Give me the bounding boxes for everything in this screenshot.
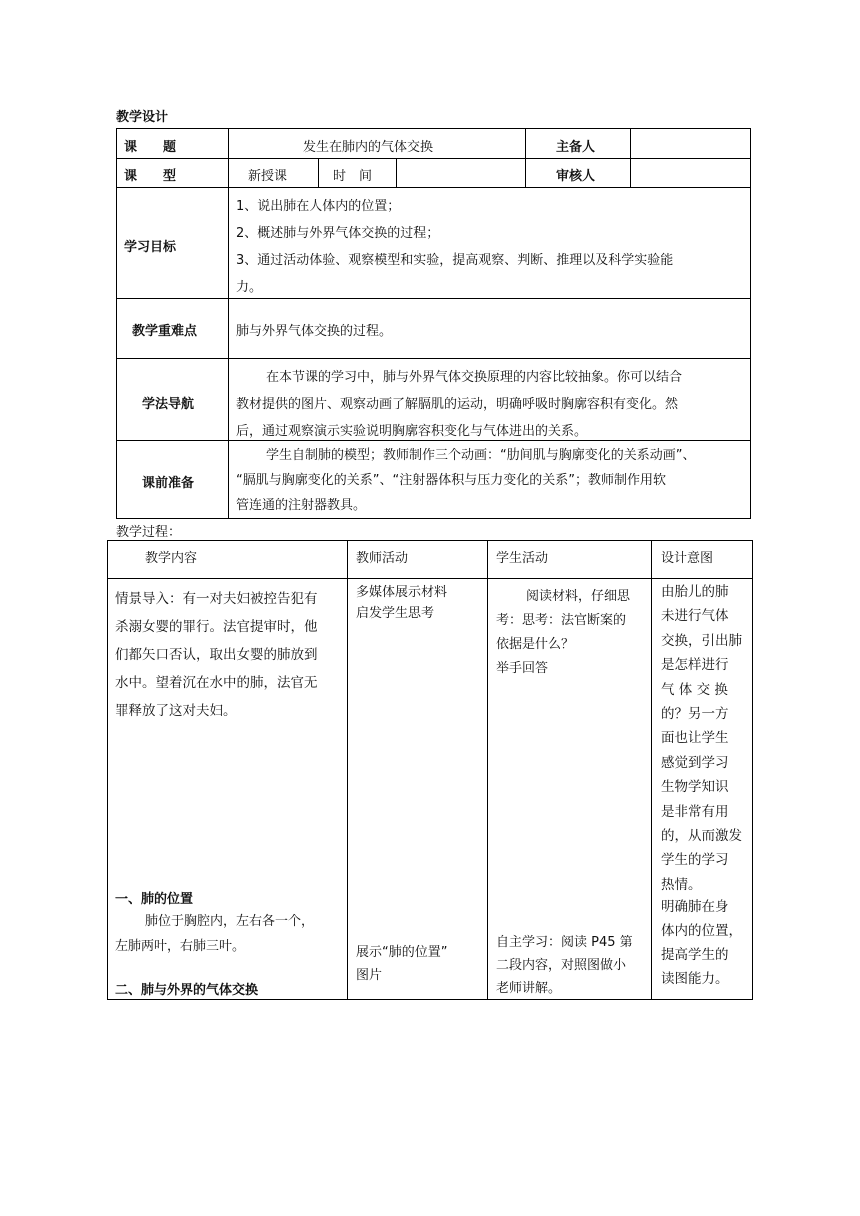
student-line: 二段内容，对照图做小 xyxy=(496,958,627,973)
student-line: 考：思考：法官断案的 xyxy=(496,613,627,628)
intent-line: 读图能力。 xyxy=(661,971,729,987)
intent-line: 面也让学生 xyxy=(661,730,729,747)
teacher-line: 启发学生思考 xyxy=(356,606,435,621)
section-gas-exchange-title: 二、肺与外界的气体交换 xyxy=(115,983,259,998)
preparation-text xyxy=(236,443,695,518)
label-method: 学法导航 xyxy=(142,397,195,412)
intent-line: 是怎样进行 xyxy=(661,657,729,674)
intent-line: 学生的学习 xyxy=(661,852,729,869)
lesson-type: 新授课 xyxy=(248,169,288,184)
intro-line: 杀溺女婴的罪行。法官提审时，他 xyxy=(115,619,318,635)
student-line: 老师讲解。 xyxy=(496,981,562,996)
label-preparer: 主备人 xyxy=(556,140,596,155)
teacher-line: 展示“肺的位置” xyxy=(356,945,448,960)
intent-line: 未进行气体 xyxy=(661,608,729,625)
method-text xyxy=(236,364,682,445)
intent-line: 的？另一方 xyxy=(661,706,729,723)
label-preparation: 课前准备 xyxy=(142,476,195,491)
body-line: 左肺两叶，右肺三叶。 xyxy=(115,939,246,954)
intent-line: 气 体 交 换 xyxy=(661,681,728,698)
intro-text xyxy=(115,585,343,725)
teacher-activity-b xyxy=(356,941,447,987)
intent-line: 感觉到学习 xyxy=(661,754,729,771)
label-topic: 课 题 xyxy=(124,140,177,155)
body-line: 肺位于胸腔内，左右各一个， xyxy=(145,914,315,929)
teacher-activity-a xyxy=(356,582,447,624)
intent-line: 的，从而激发 xyxy=(661,828,742,845)
intro-line: 情景导入：有一对夫妇被控告犯有 xyxy=(115,591,318,607)
intent-line: 是非常有用 xyxy=(661,803,729,820)
label-goals: 学习目标 xyxy=(124,240,177,255)
goals-list xyxy=(236,193,673,301)
intro-line: 罪释放了这对夫妇。 xyxy=(115,703,237,719)
col-header-intent: 设计意图 xyxy=(661,551,714,566)
intent-line: 明确肺在身 xyxy=(661,899,729,915)
method-line: 教材提供的图片、观察动画了解膈肌的运动，明确呼吸时胸廓容积有变化。然 xyxy=(236,397,679,412)
page-heading: 教学设计 xyxy=(116,110,169,125)
intro-line: 水中。望着沉在水中的肺，法官无 xyxy=(115,675,318,691)
student-line: 依据是什么？ xyxy=(496,637,575,652)
intro-line: 们都矢口否认，取出女婴的肺放到 xyxy=(115,647,318,663)
prep-line: 管连通的注射器教具。 xyxy=(236,498,367,513)
student-line: 阅读材料，仔细思 xyxy=(526,589,631,604)
goal-item: 2、概述肺与外界气体交换的过程； xyxy=(236,226,440,241)
label-type: 课 型 xyxy=(124,169,177,184)
design-intent-a xyxy=(661,580,742,897)
intent-line: 交换，引出肺 xyxy=(661,632,742,649)
section-lung-position-body xyxy=(115,909,314,959)
label-reviewer: 审核人 xyxy=(556,169,596,184)
intent-line: 生物学知识 xyxy=(661,779,729,796)
col-header-student: 学生活动 xyxy=(496,551,549,566)
prep-line: 学生自制肺的模型；教师制作三个动画：“肋间肌与胸廓变化的关系动画”、 xyxy=(266,448,696,463)
goal-item: 1、说出肺在人体内的位置； xyxy=(236,199,401,214)
intent-line: 热情。 xyxy=(661,876,702,893)
student-activity-b xyxy=(496,931,633,1000)
col-header-teacher: 教师活动 xyxy=(356,551,409,566)
student-line: 自主学习：阅读 P45 第 xyxy=(496,935,633,950)
design-intent-b xyxy=(661,895,742,991)
label-time: 时 间 xyxy=(333,169,373,184)
intent-line: 提高学生的 xyxy=(661,947,729,963)
prep-line: “膈肌与胸廓变化的关系”、“注射器体积与压力变化的关系”；教师制作用软 xyxy=(236,473,666,488)
student-line: 举手回答 xyxy=(496,661,549,676)
method-line: 在本节课的学习中，肺与外界气体交换原理的内容比较抽象。你可以结合 xyxy=(266,370,683,385)
student-activity-a xyxy=(496,585,630,681)
process-label: 教学过程： xyxy=(116,525,182,540)
goal-item: 3、通过活动体验、观察模型和实验，提高观察、判断、推理以及科学实验能 xyxy=(236,253,674,268)
teacher-line: 多媒体展示材料 xyxy=(356,585,448,600)
label-key-points: 教学重难点 xyxy=(132,324,198,339)
section-lung-position-title: 一、肺的位置 xyxy=(115,892,194,907)
lesson-title: 发生在肺内的气体交换 xyxy=(303,140,434,155)
goal-item: 力。 xyxy=(236,280,263,295)
key-points-text: 肺与外界气体交换的过程。 xyxy=(236,324,393,339)
teacher-line: 图片 xyxy=(356,968,383,983)
intent-line: 由胎儿的肺 xyxy=(661,584,729,600)
method-line: 后，通过观察演示实验说明胸廓容积变化与气体进出的关系。 xyxy=(236,424,588,439)
intent-line: 体内的位置， xyxy=(661,923,742,939)
col-header-content: 教学内容 xyxy=(145,551,198,566)
